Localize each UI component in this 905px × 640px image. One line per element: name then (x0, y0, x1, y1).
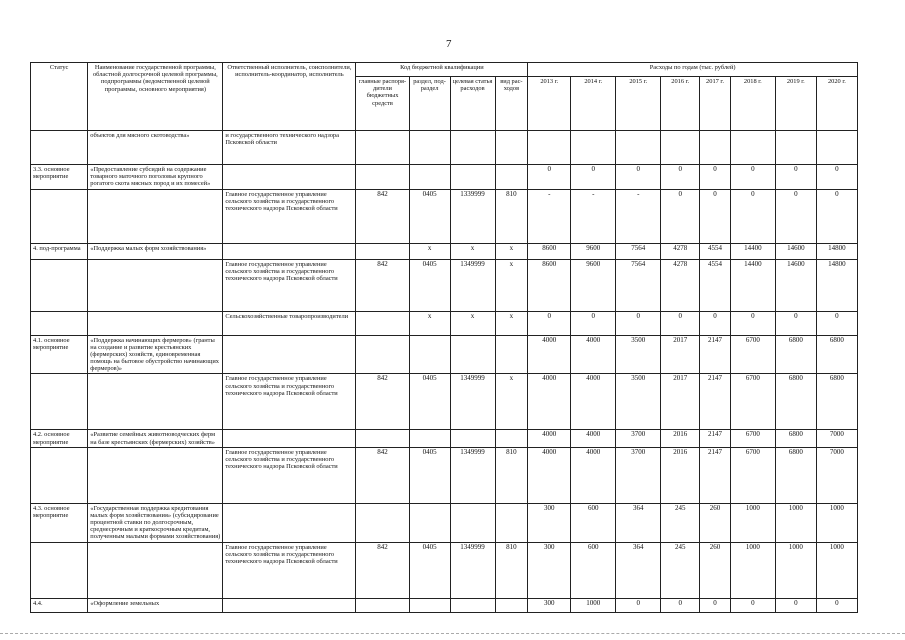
expense-value-cell (661, 131, 700, 165)
page-edge-line (0, 633, 905, 634)
table-row (31, 503, 858, 542)
expense-value-cell: 6800 (816, 335, 857, 374)
table-row (31, 542, 858, 598)
expense-value-cell: - (616, 189, 661, 243)
expense-value-cell: 4000 (528, 447, 571, 503)
expense-value-cell: 6800 (775, 430, 816, 447)
budget-code-cell: 810 (495, 189, 528, 243)
executor-cell: Главное государственное управление сельского хозяйства и государственного технического надзора Псковской области (223, 374, 356, 430)
executor-cell: Главное государственное управление сельского хозяйства и государственного технического надзора Псковской области (223, 542, 356, 598)
budget-code-cell (409, 430, 450, 447)
header-year: 2018 г. (730, 77, 775, 131)
budget-code-cell: x (495, 259, 528, 311)
expense-value-cell: 3500 (616, 374, 661, 430)
expense-value-cell (528, 131, 571, 165)
expense-value-cell: 600 (571, 503, 616, 542)
expense-value-cell: 4000 (528, 335, 571, 374)
budget-code-cell: x (409, 243, 450, 259)
budget-code-cell: x (495, 374, 528, 430)
executor-cell (223, 243, 356, 259)
expense-value-cell: 260 (700, 542, 731, 598)
table-row (31, 374, 858, 430)
expense-value-cell: 14400 (730, 243, 775, 259)
expense-value-cell: 364 (616, 503, 661, 542)
expense-value-cell: 6700 (730, 335, 775, 374)
expense-value-cell: 14800 (816, 243, 857, 259)
expense-value-cell: 0 (661, 311, 700, 335)
expense-value-cell: 4000 (571, 374, 616, 430)
expense-value-cell: 6800 (775, 374, 816, 430)
status-cell (31, 542, 88, 598)
program-name-cell: объектов для мясного скотоводства» (88, 131, 223, 165)
expense-value-cell: 0 (661, 598, 700, 612)
program-name-cell: «Поддержка начинающих фермеров» (гранты на создание и развитие крестьянских (фермерских) хозяйств, единовременная помощь на бытовое обустройство начинающих фермеров)» (88, 335, 223, 374)
expense-value-cell: 4000 (571, 447, 616, 503)
expense-value-cell: 2147 (700, 430, 731, 447)
budget-code-cell (409, 165, 450, 190)
status-cell (31, 259, 88, 311)
budget-code-cell: x (450, 243, 495, 259)
budget-code-cell (450, 598, 495, 612)
expense-value-cell: 1000 (571, 598, 616, 612)
status-cell: 4. под-программа (31, 243, 88, 259)
budget-code-cell (450, 131, 495, 165)
expense-value-cell: 0 (571, 165, 616, 190)
expense-value-cell: 300 (528, 542, 571, 598)
expense-value-cell: 0 (775, 598, 816, 612)
budget-code-cell: x (495, 243, 528, 259)
status-cell: 3.3. основное мероприятие (31, 165, 88, 190)
expense-value-cell: 6700 (730, 430, 775, 447)
expense-value-cell: 1000 (816, 503, 857, 542)
expense-value-cell: 0 (775, 311, 816, 335)
budget-code-cell (356, 311, 409, 335)
expense-value-cell: 0 (816, 165, 857, 190)
expense-value-cell: 4000 (571, 430, 616, 447)
expense-value-cell: 2147 (700, 335, 731, 374)
header-budget-code: Код бюджетной квалификации (356, 63, 528, 77)
budget-code-cell (495, 598, 528, 612)
expense-value-cell: 0 (700, 311, 731, 335)
expense-value-cell: 7000 (816, 447, 857, 503)
expense-value-cell: 0 (528, 311, 571, 335)
budget-code-cell: x (450, 311, 495, 335)
table-row (31, 259, 858, 311)
budget-code-cell: 842 (356, 189, 409, 243)
budget-code-cell (450, 335, 495, 374)
expense-value-cell: 0 (700, 189, 731, 243)
expense-value-cell: 2016 (661, 447, 700, 503)
expense-value-cell: 245 (661, 503, 700, 542)
budget-code-cell (356, 598, 409, 612)
expense-value-cell: 2017 (661, 335, 700, 374)
header-csr: целевая статья расходов (450, 77, 495, 131)
table-row (31, 165, 858, 190)
expense-value-cell: 4278 (661, 259, 700, 311)
expense-value-cell: 1000 (730, 542, 775, 598)
expense-value-cell: 0 (616, 598, 661, 612)
budget-code-cell: 1349999 (450, 259, 495, 311)
header-vr: вид рас-ходов (495, 77, 528, 131)
budget-code-cell (495, 165, 528, 190)
expense-value-cell: 7564 (616, 259, 661, 311)
expense-value-cell: 4554 (700, 243, 731, 259)
expense-value-cell: 2147 (700, 447, 731, 503)
expense-value-cell: 9600 (571, 243, 616, 259)
expense-value-cell: 0 (730, 311, 775, 335)
status-cell (31, 131, 88, 165)
expense-value-cell: 6700 (730, 374, 775, 430)
header-expenses: Расходы по годам (тыс. рублей) (528, 63, 858, 77)
budget-code-cell: 1349999 (450, 542, 495, 598)
expense-value-cell: 3500 (616, 335, 661, 374)
expense-value-cell: 600 (571, 542, 616, 598)
budget-table (30, 62, 858, 613)
expense-value-cell: 6800 (775, 335, 816, 374)
expense-value-cell: 7564 (616, 243, 661, 259)
expense-value-cell: 0 (816, 189, 857, 243)
header-year: 2017 г. (700, 77, 731, 131)
status-cell (31, 311, 88, 335)
expense-value-cell: 0 (775, 189, 816, 243)
executor-cell (223, 335, 356, 374)
program-name-cell (88, 189, 223, 243)
expense-value-cell: 260 (700, 503, 731, 542)
program-name-cell (88, 542, 223, 598)
expense-value-cell (616, 131, 661, 165)
expense-value-cell (700, 131, 731, 165)
program-name-cell (88, 259, 223, 311)
expense-value-cell (816, 131, 857, 165)
expense-value-cell: 14800 (816, 259, 857, 311)
table-row (31, 311, 858, 335)
executor-cell (223, 165, 356, 190)
expense-value-cell (571, 131, 616, 165)
budget-code-cell (450, 165, 495, 190)
budget-code-cell (356, 503, 409, 542)
header-year: 2020 г. (816, 77, 857, 131)
expense-value-cell: 0 (730, 189, 775, 243)
header-executor: Ответственный исполнитель, соисполнители, исполнитель-координатор, исполнитель (223, 63, 356, 131)
expense-value-cell: 0 (700, 165, 731, 190)
header-rzpr: раздел, под-раздел (409, 77, 450, 131)
program-name-cell: «Поддержка малых форм хозяйствования» (88, 243, 223, 259)
table-row (31, 131, 858, 165)
expense-value-cell: 6700 (730, 447, 775, 503)
budget-code-cell (409, 503, 450, 542)
budget-code-cell: x (409, 311, 450, 335)
table-row (31, 335, 858, 374)
expense-value-cell: 0 (816, 311, 857, 335)
expense-value-cell (730, 131, 775, 165)
expense-value-cell: 1000 (775, 503, 816, 542)
budget-code-cell (356, 131, 409, 165)
executor-cell (223, 598, 356, 612)
budget-code-cell: x (495, 311, 528, 335)
executor-cell (223, 503, 356, 542)
header-grbs: главные распоря-дители бюджетных средств (356, 77, 409, 131)
budget-code-cell: 0405 (409, 259, 450, 311)
expense-value-cell: 4554 (700, 259, 731, 311)
budget-code-cell (495, 335, 528, 374)
budget-code-cell (409, 131, 450, 165)
budget-code-cell (495, 503, 528, 542)
program-name-cell: «Государственная поддержка кредитования малых форм хозяйствования» (субсидирование процентной ставки по долгосрочным, среднесрочным и краткосрочным кредитам, полученным малыми формами хозяйствования) (88, 503, 223, 542)
budget-code-cell (495, 430, 528, 447)
expense-value-cell: 0 (775, 165, 816, 190)
budget-code-cell: 842 (356, 542, 409, 598)
executor-cell: Сельскохозяйственные товаропроизводители (223, 311, 356, 335)
expense-value-cell: 0 (571, 311, 616, 335)
budget-code-cell: 810 (495, 447, 528, 503)
budget-code-cell (409, 335, 450, 374)
expense-value-cell: 4000 (528, 430, 571, 447)
page-number: 7 (446, 38, 452, 50)
expense-value-cell: 2017 (661, 374, 700, 430)
expense-value-cell: 364 (616, 542, 661, 598)
budget-code-cell (409, 598, 450, 612)
table-body (31, 131, 858, 613)
expense-value-cell: 2016 (661, 430, 700, 447)
expense-value-cell: 9600 (571, 259, 616, 311)
header-status: Статус (31, 63, 88, 131)
program-name-cell: «Развитие семейных животноводческих ферм на базе крестьянских (фермерских) хозяйств» (88, 430, 223, 447)
program-name-cell (88, 311, 223, 335)
expense-value-cell: 14400 (730, 259, 775, 311)
status-cell (31, 374, 88, 430)
program-name-cell: «Предоставление субсидий на содержание товарного маточного поголовья крупного рогатого скота мясных пород и их помесей» (88, 165, 223, 190)
table-row (31, 598, 858, 612)
budget-code-cell: 1349999 (450, 447, 495, 503)
expense-value-cell: 0 (528, 165, 571, 190)
expense-value-cell: 2147 (700, 374, 731, 430)
expense-value-cell: 6800 (775, 447, 816, 503)
budget-code-cell (495, 131, 528, 165)
budget-code-cell (356, 243, 409, 259)
expense-value-cell: 0 (700, 598, 731, 612)
budget-code-cell: 810 (495, 542, 528, 598)
expense-value-cell: 0 (816, 598, 857, 612)
expense-value-cell: 3700 (616, 430, 661, 447)
expense-value-cell: 14600 (775, 259, 816, 311)
expense-value-cell: 0 (661, 189, 700, 243)
expense-value-cell: 300 (528, 598, 571, 612)
budget-code-cell: 842 (356, 374, 409, 430)
program-name-cell (88, 447, 223, 503)
expense-value-cell: 8600 (528, 243, 571, 259)
executor-cell: и государственного технического надзора Псковской области (223, 131, 356, 165)
budget-code-cell (450, 430, 495, 447)
executor-cell: Главное государственное управление сельского хозяйства и государственного технического надзора Псковской области (223, 447, 356, 503)
budget-code-cell: 0405 (409, 189, 450, 243)
status-cell: 4.3. основное мероприятие (31, 503, 88, 542)
expense-value-cell: 0 (730, 165, 775, 190)
table-row (31, 189, 858, 243)
budget-code-cell: 842 (356, 259, 409, 311)
status-cell (31, 189, 88, 243)
expense-value-cell (775, 131, 816, 165)
budget-code-cell: 0405 (409, 542, 450, 598)
expense-value-cell: 4000 (528, 374, 571, 430)
expense-value-cell: 6800 (816, 374, 857, 430)
budget-code-cell: 1349999 (450, 374, 495, 430)
executor-cell: Главное государственное управление сельского хозяйства и государственного технического надзора Псковской области (223, 259, 356, 311)
budget-code-cell (356, 430, 409, 447)
budget-code-cell: 0405 (409, 447, 450, 503)
table-row (31, 447, 858, 503)
program-name-cell (88, 374, 223, 430)
status-cell: 4.4. (31, 598, 88, 612)
expense-value-cell: 1000 (816, 542, 857, 598)
header-year: 2014 г. (571, 77, 616, 131)
table-row (31, 430, 858, 447)
status-cell: 4.1. основное мероприятие (31, 335, 88, 374)
table-row (31, 243, 858, 259)
status-cell: 4.2. основное мероприятие (31, 430, 88, 447)
expense-value-cell: 0 (616, 165, 661, 190)
budget-code-cell: 0405 (409, 374, 450, 430)
expense-value-cell: 14600 (775, 243, 816, 259)
expense-value-cell: 1000 (775, 542, 816, 598)
header-year: 2016 г. (661, 77, 700, 131)
expense-value-cell: - (528, 189, 571, 243)
expense-value-cell: 1000 (730, 503, 775, 542)
expense-value-cell: 0 (616, 311, 661, 335)
expense-value-cell: 4278 (661, 243, 700, 259)
expense-value-cell: 0 (661, 165, 700, 190)
header-year: 2015 г. (616, 77, 661, 131)
status-cell (31, 447, 88, 503)
header-year: 2013 г. (528, 77, 571, 131)
expense-value-cell: 300 (528, 503, 571, 542)
expense-value-cell: 3700 (616, 447, 661, 503)
executor-cell (223, 430, 356, 447)
expense-value-cell: 245 (661, 542, 700, 598)
header-name: Наименование государственной программы, областной долгосрочной целевой программы, подпрограммы (ведомственной целевой программы, основного мероприятия) (88, 63, 223, 131)
executor-cell: Главное государственное управление сельского хозяйства и государственного технического надзора Псковской области (223, 189, 356, 243)
budget-code-cell (450, 503, 495, 542)
expense-value-cell: 0 (730, 598, 775, 612)
budget-code-cell: 1339999 (450, 189, 495, 243)
budget-code-cell (356, 335, 409, 374)
expense-value-cell: 8600 (528, 259, 571, 311)
expense-value-cell: - (571, 189, 616, 243)
header-year: 2019 г. (775, 77, 816, 131)
program-name-cell: «Оформление земельных (88, 598, 223, 612)
expense-value-cell: 7000 (816, 430, 857, 447)
budget-code-cell: 842 (356, 447, 409, 503)
budget-code-cell (356, 165, 409, 190)
expense-value-cell: 4000 (571, 335, 616, 374)
